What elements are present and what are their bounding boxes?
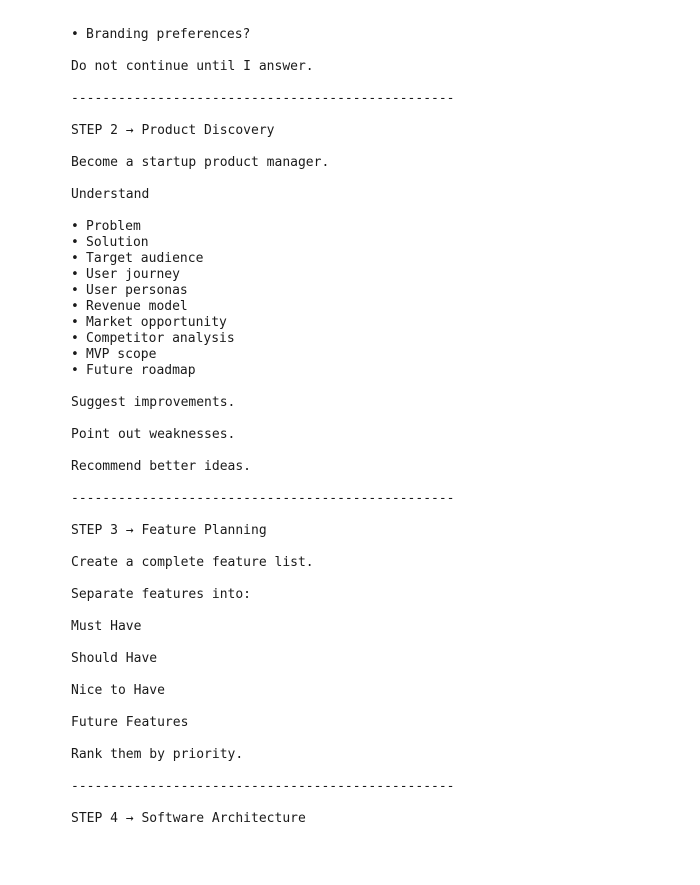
step3-rank: Rank them by priority. xyxy=(71,747,244,762)
list-item xyxy=(71,219,671,235)
list-item xyxy=(71,267,671,283)
list-item-text: User journey xyxy=(86,267,180,282)
list-item-text: User personas xyxy=(86,283,188,298)
step2-recommend: Recommend better ideas. xyxy=(71,459,252,474)
divider: ------------------------------------------------- xyxy=(71,779,455,794)
bullet-icon: • xyxy=(71,347,79,362)
bullet-icon: • xyxy=(71,331,79,346)
bullet-icon: • xyxy=(71,299,79,314)
step3-should-have: Should Have xyxy=(71,651,158,666)
step3-separate: Separate features into: xyxy=(71,587,252,602)
step3-title: STEP 3 → Feature Planning xyxy=(71,523,267,538)
list-item-text: Competitor analysis xyxy=(86,331,235,346)
document xyxy=(71,27,671,827)
list-item-text: Solution xyxy=(86,235,149,250)
bullet-icon: • xyxy=(71,267,79,282)
step4-title: STEP 4 → Software Architecture xyxy=(71,811,306,826)
bullet-icon: • xyxy=(71,235,79,250)
step2-weaknesses: Point out weaknesses. xyxy=(71,427,236,442)
list-item xyxy=(71,299,671,315)
list-item xyxy=(71,347,671,363)
step2-suggest: Suggest improvements. xyxy=(71,395,236,410)
step2-title: STEP 2 → Product Discovery xyxy=(71,123,275,138)
list-item-text: Market opportunity xyxy=(86,315,227,330)
list-item-text: Future roadmap xyxy=(86,363,196,378)
bullet-icon: • xyxy=(71,219,79,234)
divider: ------------------------------------------------- xyxy=(71,91,455,106)
step3-future-features: Future Features xyxy=(71,715,189,730)
list-item-text: MVP scope xyxy=(86,347,157,362)
bullet-icon: • xyxy=(71,283,79,298)
list-item-text: Target audience xyxy=(86,251,204,266)
step2-list xyxy=(71,219,671,379)
list-item xyxy=(71,283,671,299)
list-item xyxy=(71,363,671,379)
bullet-text: Branding preferences? xyxy=(86,27,251,42)
step3-create: Create a complete feature list. xyxy=(71,555,314,570)
list-item-text: Problem xyxy=(86,219,141,234)
bullet-item-branding xyxy=(71,27,671,43)
list-item-text: Revenue model xyxy=(86,299,188,314)
wait-note: Do not continue until I answer. xyxy=(71,59,314,74)
divider: ------------------------------------------------- xyxy=(71,491,455,506)
bullet-icon: • xyxy=(71,363,79,378)
bullet-icon: • xyxy=(71,251,79,266)
list-item xyxy=(71,251,671,267)
bullet-icon: • xyxy=(71,27,79,42)
step3-must-have: Must Have xyxy=(71,619,142,634)
step3-nice-to-have: Nice to Have xyxy=(71,683,165,698)
list-item xyxy=(71,235,671,251)
list-item xyxy=(71,331,671,347)
step2-understand-label: Understand xyxy=(71,187,150,202)
bullet-icon: • xyxy=(71,315,79,330)
list-item xyxy=(71,315,671,331)
step2-intro: Become a startup product manager. xyxy=(71,155,330,170)
